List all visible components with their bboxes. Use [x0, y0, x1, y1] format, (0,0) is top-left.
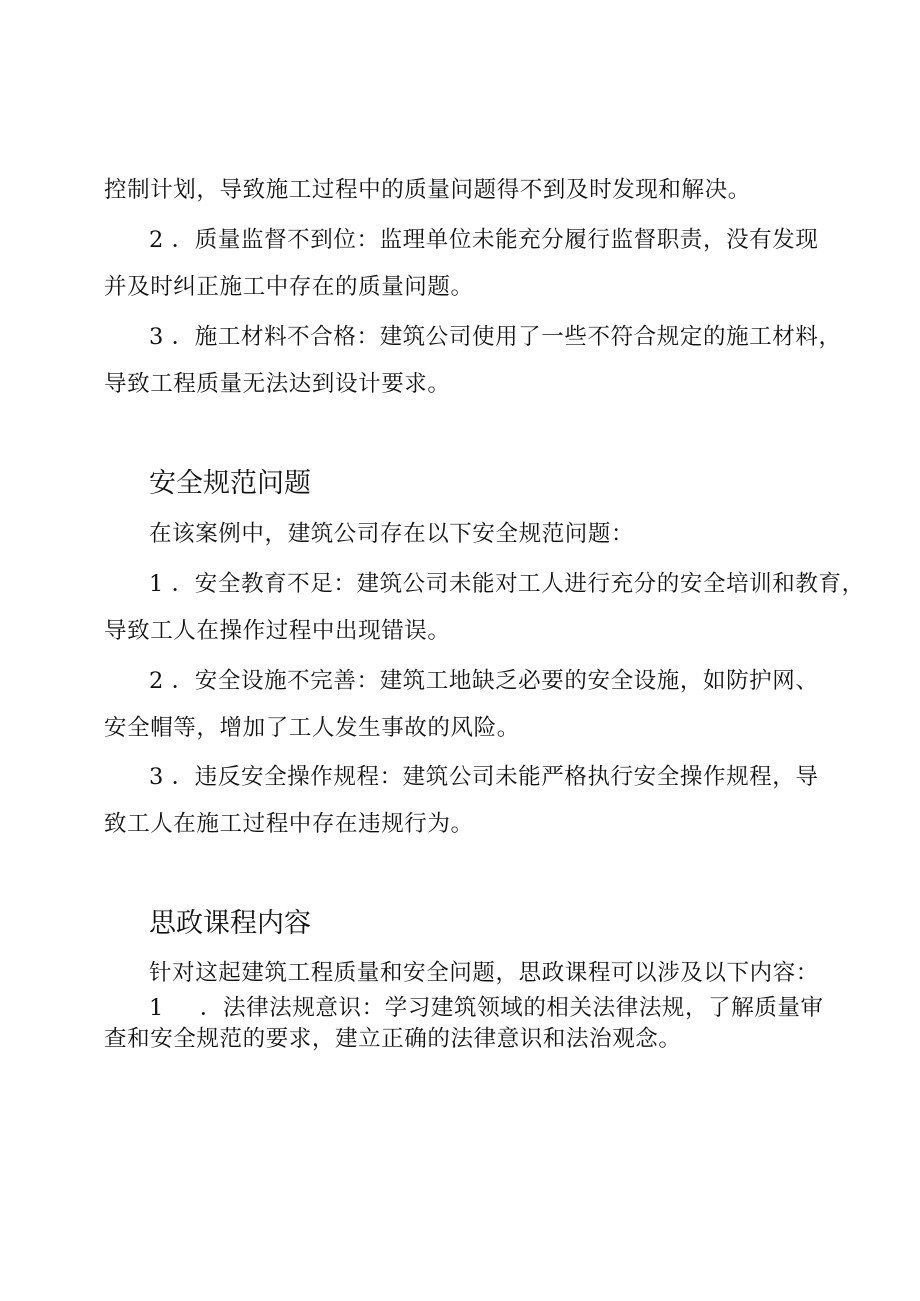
- section-heading-safety: 安全规范问题: [149, 468, 311, 499]
- list-item-line: 3 ．违反安全操作规程：建筑公司未能严格执行安全操作规程，导: [149, 764, 819, 790]
- list-item-line: 致工人在施工过程中存在违规行为。: [104, 811, 474, 837]
- list-item-line: 导致工人在操作过程中出现错误。: [104, 618, 451, 644]
- list-item-line: [149, 993, 824, 1023]
- paragraph-line: 在该案例中，建筑公司存在以下安全规范问题：: [149, 521, 635, 547]
- list-item-line: 查和安全规范的要求，建立正确的法律意识和法治观念。: [104, 1026, 682, 1052]
- list-item-line: 安全帽等，增加了工人发生事故的风险。: [104, 715, 520, 741]
- list-item-text: ．法律法规意识：学习建筑领域的相关法律法规，了解质量审: [199, 995, 824, 1021]
- list-item-line: 2 ．安全设施不完善：建筑工地缺乏必要的安全设施，如防护网、: [149, 668, 819, 694]
- list-item-line: 并及时纠正施工中存在的质量问题。: [104, 274, 474, 300]
- section-heading-course: 思政课程内容: [149, 908, 311, 939]
- list-item-line: 导致工程质量无法达到设计要求。: [104, 371, 451, 397]
- list-item-number: 1: [149, 995, 164, 1021]
- paragraph-line: 针对这起建筑工程质量和安全问题，思政课程可以涉及以下内容：: [149, 960, 819, 986]
- list-item-line: 1 ．安全教育不足：建筑公司未能对工人进行充分的安全培训和教育，: [149, 571, 865, 597]
- list-item-line: 3 ．施工材料不合格：建筑公司使用了一些不符合规定的施工材料，: [149, 324, 842, 350]
- paragraph-line: 控制计划，导致施工过程中的质量问题得不到及时发现和解决。: [104, 177, 751, 203]
- list-item-line: 2 ．质量监督不到位：监理单位未能充分履行监督职责，没有发现: [149, 227, 819, 253]
